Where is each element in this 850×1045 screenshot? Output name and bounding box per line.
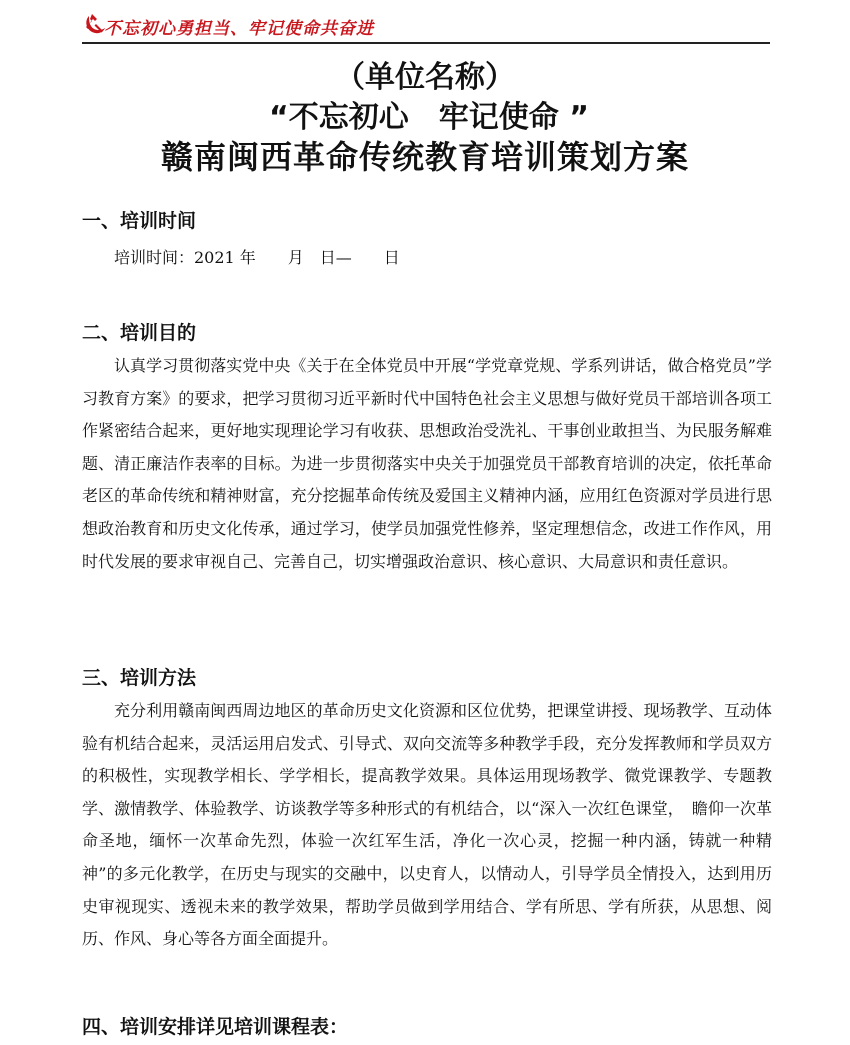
section-heading-training-method: 三、培训方法 — [82, 667, 197, 689]
training-method-paragraph: 充分利用赣南闽西周边地区的革命历史文化资源和区位优势，把课堂讲授、现场教学、互动体验有机结合起来，灵活运用启发式、引导式、双向交流等多种教学手段，充分发挥教师和学员双方的积极性，实现教学相长、学学相长，提高教学效果。具体运用现场教学、微党课教学、专题教学、激情教学、体验教学、访谈教学等多种形式的有机结合，以“深入一次红色课堂， 瞻仰一次革命圣地，缅怀一次革命先烈，体验一次红军生活，净化一次心灵，挖掘一种内涵，铸就一种精神”的多元化教学，在历史与现实的交融中，以史育人，以情动人，引导学员全情投入，达到用历史审视现实、透视未来的教学效果，帮助学员做到学用结合、学有所思、学有所获，从思想、阅历、作风、身心等各方面全面提升。 — [82, 701, 772, 949]
document-title: 赣南闽西革命传统教育培训策划方案 — [160, 138, 689, 176]
training-purpose-paragraph: 认真学习贯彻落实党中央《关于在全体党员中开展“学党章党规、学系列讲话，做合格党员”学习教育方案》的要求，把学习贯彻习近平新时代中国特色社会主义思想与做好党员干部培训各项工作紧密结合起来，更好地实现理论学习有收获、思想政治受洗礼、干事创业敢担当、为民服务解难题、清正廉洁作表率的目标。为进一步贯彻落实中央关于加强党员干部教育培训的决定，依托革命老区的革命传统和精神财富，充分挖掘革命传统及爱国主义精神内涵，应用红色资源对学员进行思想政治教育和历史文化传承，通过学习，使学员加强党性修养，坚定理想信念，改进工作作风，用时代发展的要求审视自己、完善自己，切实增强政治意识、核心意识、大局意识和责任意识。 — [82, 356, 772, 571]
section-heading-training-schedule: 四、培训安排详见培训课程表： — [82, 1016, 349, 1038]
header-slogan: 不忘初心勇担当、牢记使命共奋进 — [104, 19, 374, 39]
section-heading-training-purpose: 二、培训目的 — [82, 322, 197, 344]
title-unit-name: （单位名称） — [335, 60, 515, 95]
title-slogan: “不忘初心 牢记使命 ” — [269, 100, 589, 135]
header-divider — [82, 42, 770, 44]
section-heading-training-time: 一、培训时间 — [82, 210, 197, 232]
page-header — [0, 0, 850, 48]
training-time-line: 培训时间：2021 年 月 日— 日 — [114, 248, 400, 267]
